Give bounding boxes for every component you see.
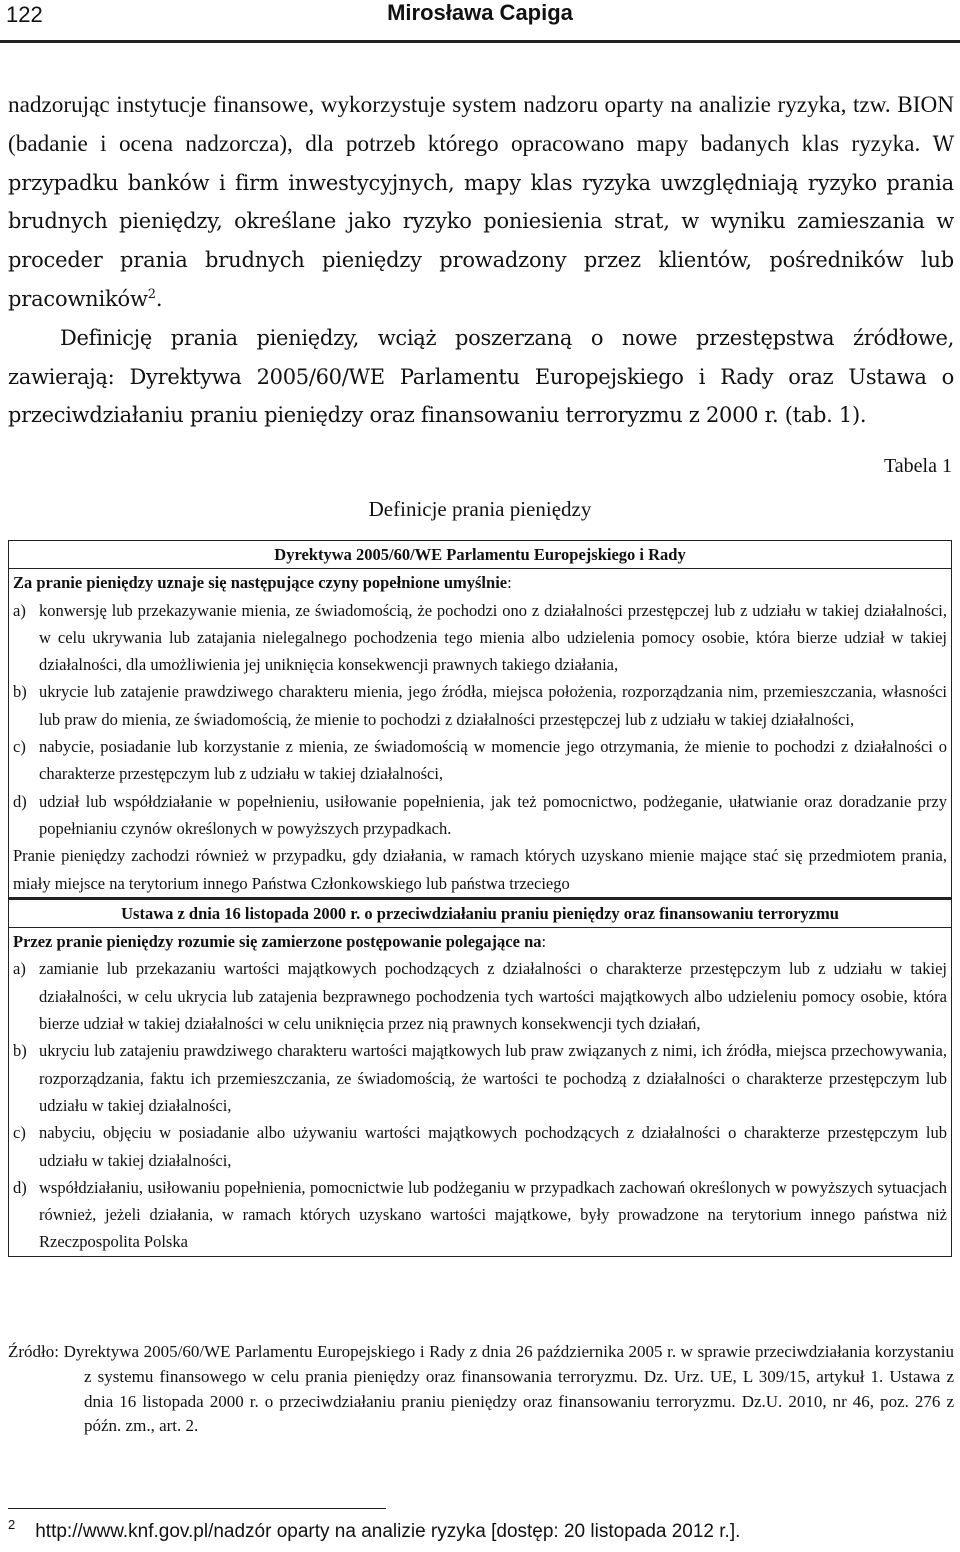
intro-tail: : (541, 932, 547, 952)
item-text: nabyciu, objęciu w posiadanie albo używaniu wartości majątkowych pochodzących z działalności o charakterze przestępczym lub udziału w takiej działalności, (39, 1123, 947, 1170)
directive-items (9, 597, 951, 843)
table-title: Definicje prania pieniędzy (368, 497, 592, 521)
header-rule (0, 40, 960, 43)
footnote-rule (8, 1508, 386, 1509)
item-letter: b) (13, 682, 27, 702)
item-text: konwersję lub przekazywanie mienia, ze świadomością, że pochodzi ono z działalności przestępczej lub z udziału w takiej działalności, w celu ukrywania lub zatajania nielegalnego pochodzenia tego mienia albo udzielenia pomocy osobie, która bierze udział w takiej działalności, dla umożliwienia jej uniknięcia konsekwencji prawnych takiego działania, (39, 600, 947, 675)
list-item (13, 597, 947, 679)
list-item (13, 955, 947, 1037)
running-head-author: Mirosława Capiga (387, 0, 573, 25)
act-items (9, 955, 951, 1255)
item-letter: b) (13, 1041, 27, 1061)
item-letter: c) (13, 737, 26, 757)
list-item (13, 1119, 947, 1174)
section-intro-directive (9, 569, 951, 596)
list-item (13, 678, 947, 733)
footnote-ref[interactable]: 2 (147, 286, 156, 302)
footnote-text: http://www.knf.gov.pl/nadzór oparty na analizie ryzyka [dostęp: 20 listopada 2012 r.]. (35, 1521, 741, 1542)
paragraph-2: Definicję prania pieniędzy, wciąż poszerzaną o nowe przestępstwa źródłowe, zawierają: Dyrektywa 2005/60/WE Parlamentu Europejskiego i Rady oraz Ustawa o przeciwdziałaniu praniu pieniędzy oraz finansowaniu terroryzmu z 2000 r. (tab. 1). (8, 325, 954, 428)
intro-bold: Przez pranie pieniędzy rozumie się zamierzone postępowanie polegające na (13, 932, 542, 952)
item-text: nabycie, posiadanie lub korzystanie z mienia, ze świadomością w momencie jego otrzymania, że mienie to pochodzi z działalności o charakterze przestępczym lub z udziału w takiej działalności, (39, 737, 947, 784)
page-number: 122 (6, 2, 43, 27)
page-header (0, 0, 960, 44)
source-text: Źródło: Dyrektywa 2005/60/WE Parlamentu Europejskiego i Rady z dnia 26 października 2005 r. w sprawie przeciwdziałania korzystaniu z systemu finansowego w celu prania pieniędzy oraz finansowania terroryzmu. Dz. Urz. UE, L 309/15, artykuł 1. Ustawa z dnia 16 listopada 2000 r. o przeciwdziałaniu praniu pieniędzy oraz finansowaniu terroryzmu. Dz.U. 2010, nr 46, poz. 276 z późn. zm., art. 2. (8, 1342, 954, 1436)
item-letter: d) (13, 1177, 27, 1197)
intro-bold: Za pranie pieniędzy uznaje się następujące czyny popełnione umyślnie (13, 573, 508, 593)
list-item (13, 1037, 947, 1119)
paragraph-1-start: nadzorując instytucje finansowe, wykorzystuje system nadzoru oparty na analizie ryzyka, tzw. BION (badanie i ocena nadzorcza), dla potrzeb którego opracowano mapy badanych klas ryzyka. (8, 92, 954, 157)
item-letter: c) (13, 1123, 26, 1143)
item-letter: a) (13, 600, 26, 620)
item-text: zamianie lub przekazaniu wartości majątkowych pochodzących z działalności o charakterze przestępczym lub z udziału w takiej działalności, w celu ukrycia lub zatajenia bezprawnego pochodzenia tych wartości majątkowych albo udzieleniu pomocy osobie, która bierze udział w takiej działalności w celu uniknięcia przez nią prawnych konsekwencji tych działań, (39, 959, 947, 1034)
item-text: współdziałaniu, usiłowaniu popełnienia, pomocnictwie lub podżeganiu w przypadkach zachowań określonych w powyższych sytuacjach również, jeżeli działania, w ramach których uzyskano wartości majątkowe, były prowadzone na terytorium innego państwa niż Rzeczpospolita Polska (39, 1177, 947, 1252)
list-item (13, 733, 947, 788)
item-text: ukrycie lub zatajenie prawdziwego charakteru mienia, jego źródła, miejsca położenia, rozporządzania nim, przemieszczania, własności lub praw do mienia, ze świadomością, że mienie to pochodzi z działalności przestępczej lub z udziału w takiej działalności, (39, 682, 947, 729)
item-letter: d) (13, 791, 27, 811)
footnote (8, 1517, 954, 1543)
table-label: Tabela 1 (883, 455, 952, 477)
footnote-number: 2 (8, 1517, 16, 1532)
definitions-table (8, 540, 952, 1257)
paragraph-1-cont-text: W przypadku banków i firm inwestycyjnych, mapy klas ryzyka uwzględniają ryzyko prania brudnych pieniędzy, określane jako ryzyko poniesienia strat, w wyniku zamieszania w proceder prania brudnych pieniędzy prowadzony przez klientów, pośredników lub pracowników (8, 131, 954, 311)
item-text: udział lub współdziałanie w popełnieniu, usiłowanie popełnienia, jak też pomocnictwo, podżeganie, ułatwianie oraz doradzanie przy popełnianiu czynów określonych w powyższych przypadkach. (39, 791, 947, 838)
paragraph-1 (8, 86, 954, 319)
list-item (13, 1174, 947, 1256)
section-intro-act (9, 928, 951, 955)
section-heading-directive: Dyrektywa 2005/60/WE Parlamentu Europejskiego i Rady (9, 541, 951, 569)
section-heading-act: Ustawa z dnia 16 listopada 2000 r. o przeciwdziałaniu praniu pieniędzy oraz finansowaniu terroryzmu (9, 898, 951, 928)
body-text (8, 86, 954, 435)
item-text: ukryciu lub zatajeniu prawdziwego charakteru wartości majątkowych lub praw związanych z nimi, ich źródła, miejsca przechowywania, rozporządzania, faktu ich przemieszczania, ze świadomością, że wartości te pochodzą z działalności o charakterze przestępczym lub udziału w takiej działalności, (39, 1041, 947, 1115)
paragraph-1-cont (8, 132, 954, 311)
list-item (13, 788, 947, 843)
item-letter: a) (13, 959, 26, 979)
table-source (8, 1340, 954, 1439)
directive-after-note: Pranie pieniędzy zachodzi również w przypadku, gdy działania, w ramach których uzyskano mienie mające stać się przedmiotem prania, miały miejsce na terytorium innego Państwa Członkowskiego lub państwa trzeciego (9, 842, 951, 898)
paragraph-1-end: . (155, 286, 163, 311)
intro-tail: : (507, 573, 512, 593)
